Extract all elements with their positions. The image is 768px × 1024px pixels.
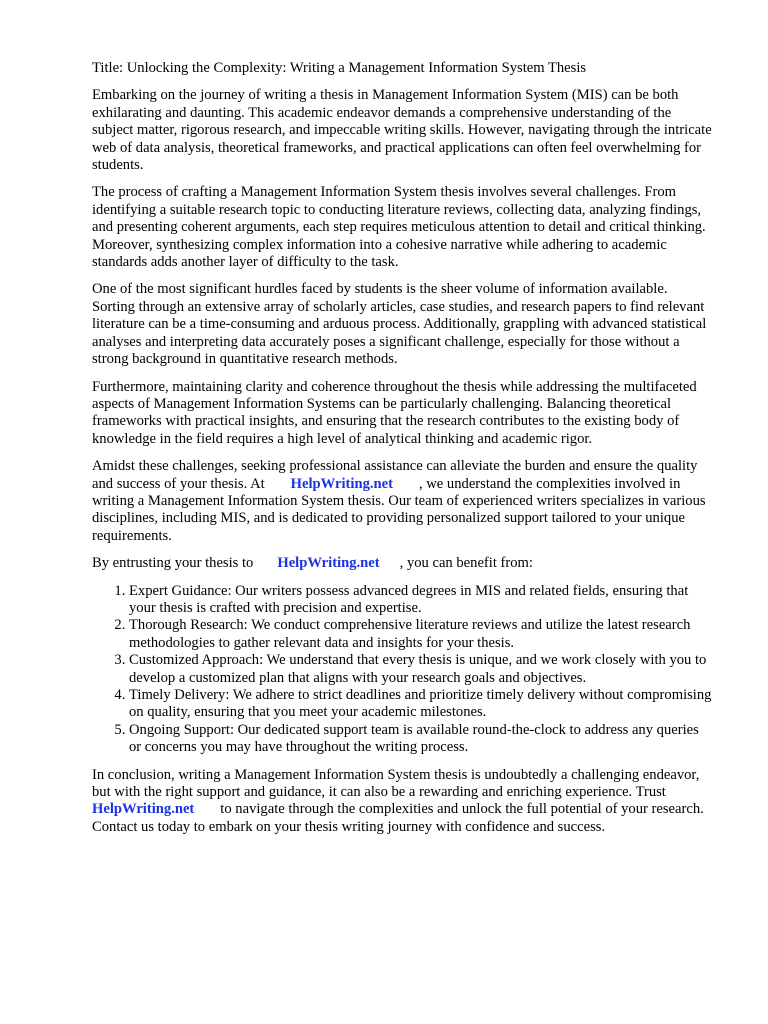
paragraph-conclusion-text-start: In conclusion, writing a Management Information System thesis is undoubtedly a challenging endeavor, but with the right support and guidance, it can also be a rewarding and enriching experience. Trust bbox=[92, 766, 700, 801]
helpwriting-link[interactable]: HelpWriting.net bbox=[290, 475, 393, 492]
paragraph-process: The process of crafting a Management Information System thesis involves several challenges. From identifying a suitable research topic to conducting literature reviews, collecting data, analyzing findings, and presenting coherent arguments, each step requires meticulous attention to detail and critical thinking. Moreover, synthesizing complex information into a cohesive narrative while adhering to academic standards adds another layer of difficulty to the task. bbox=[92, 184, 706, 271]
document-page bbox=[92, 60, 712, 846]
paragraph-entrusting-text-start: By entrusting your thesis to bbox=[92, 555, 254, 572]
paragraph-assistance-text-end: , we understand the complexities involved in writing a Management Information System thesis. Our team of experienced writers specializes in various disciplines, including MIS, and is dedicated to providing personalized support tailored to your unique requirements. bbox=[92, 475, 706, 544]
paragraph-entrusting-text-end: , you can benefit from: bbox=[399, 555, 533, 572]
list-item: 4. Timely Delivery: We adhere to strict deadlines and prioritize timely delivery without compromising on quality, ensuring that you meet your academic milestones. bbox=[129, 687, 712, 722]
document-title: Title: Unlocking the Complexity: Writing a Management Information System Thesis bbox=[92, 60, 587, 76]
paragraph-clarity: Furthermore, maintaining clarity and coherence throughout the thesis while addressing the multifaceted aspects of Management Information Systems can be particularly challenging. Balancing theoretical frameworks with practical insights, and ensuring that the research contributes to the existing body of knowledge in the field requires a high level of analytical thinking and academic rigor. bbox=[92, 378, 697, 447]
paragraph-conclusion-text-end: to navigate through the complexities and unlock the full potential of your research. Contact us today to embark on your thesis writing journey with confidence and success. bbox=[92, 801, 704, 835]
list-item: 3. Customized Approach: We understand that every thesis is unique, and we work closely with you to develop a customized plan that aligns with your research goals and objectives. bbox=[129, 652, 712, 687]
list-item: 5. Ongoing Support: Our dedicated support team is available round-the-clock to address any queries or concerns you may have throughout the writing process. bbox=[129, 722, 712, 757]
list-item: 1. Expert Guidance: Our writers possess advanced degrees in MIS and related fields, ensuring that your thesis is crafted with precision and expertise. bbox=[129, 583, 712, 618]
paragraph-conclusion bbox=[92, 767, 712, 837]
paragraph-entrusting bbox=[92, 555, 712, 572]
list-item: 2. Thorough Research: We conduct comprehensive literature reviews and utilize the latest research methodologies to gather relevant data and insights for your thesis. bbox=[129, 617, 712, 652]
paragraph-intro: Embarking on the journey of writing a thesis in Management Information System (MIS) can be both exhilarating and daunting. This academic endeavor demands a comprehensive understanding of the subject matter, rigorous research, and impeccable writing skills. However, navigating through the intricate web of data analysis, theoretical frameworks, and practical applications can often feel overwhelming for students. bbox=[92, 87, 712, 174]
helpwriting-link[interactable]: HelpWriting.net bbox=[92, 801, 195, 818]
paragraph-assistance bbox=[92, 458, 712, 545]
benefits-list bbox=[92, 583, 712, 757]
helpwriting-link[interactable]: HelpWriting.net bbox=[277, 555, 380, 572]
paragraph-hurdles: One of the most significant hurdles faced by students is the sheer volume of information available. Sorting through an extensive array of scholarly articles, case studies, and research papers to find relevant literature can be a time-consuming and arduous process. Additionally, grappling with advanced statistical analyses and interpreting data accurately poses a significant challenge, especially for those without a strong background in quantitative research methods. bbox=[92, 281, 707, 368]
paragraph-assistance-text-start: Amidst these challenges, seeking professional assistance can alleviate the burden and ensure the quality and success of your thesis. At bbox=[92, 458, 698, 492]
